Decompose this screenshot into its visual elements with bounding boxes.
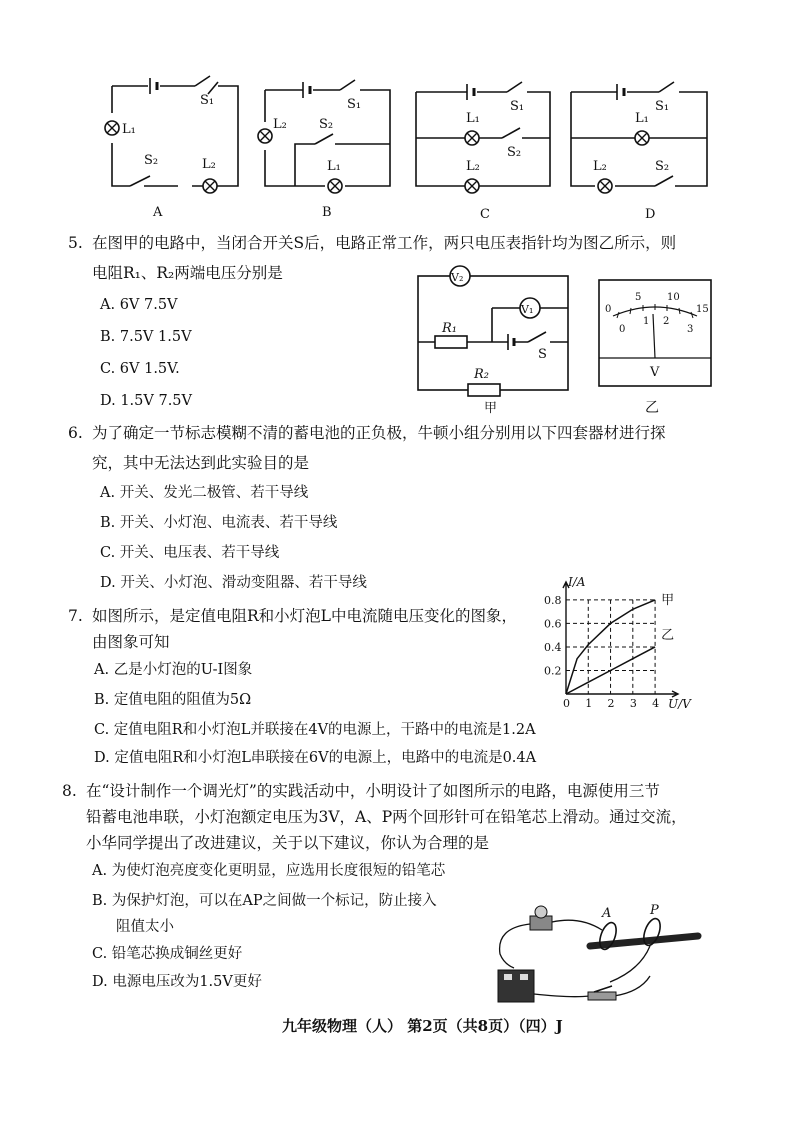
dial-top-tick-5: 5 — [635, 292, 642, 303]
resistor-r1-label: R₁ — [442, 321, 457, 336]
question-6-option-b: B. 开关、小灯泡、电流表、若干导线 — [100, 515, 338, 531]
clip-p-label: P — [650, 903, 659, 918]
question-7-option-d: D. 定值电阻R和小灯泡L串联接在6V的电源上，电路中的电流是0.4A — [94, 750, 537, 766]
dial-top-tick-10: 10 — [667, 292, 680, 303]
question-8-option-c: C. 铅笔芯换成铜丝更好 — [92, 946, 243, 962]
question-6-number: 6. — [68, 424, 83, 442]
series-label-jia: 甲 — [661, 592, 675, 608]
figure-yi-caption: 乙 — [645, 400, 659, 416]
lamp-l1-label: L₁ — [466, 111, 480, 126]
switch-s1-label: S₁ — [200, 93, 215, 108]
dial-bottom-tick-3: 3 — [687, 324, 694, 335]
switch-s-label: S — [538, 347, 547, 362]
question-7-line2: 由图象可知 — [92, 633, 170, 651]
clip-a-label: A — [602, 906, 612, 921]
lamp-l2-label: L₂ — [273, 117, 287, 132]
figure-jia-caption: 甲 — [484, 401, 498, 416]
question-8-option-d: D. 电源电压改为1.5V更好 — [92, 974, 262, 990]
resistor-r2-label: R₂ — [474, 367, 489, 382]
x-tick-label: 3 — [629, 697, 637, 710]
voltmeter-v1-label: V₁ — [521, 303, 534, 316]
switch-s2-label: S₂ — [507, 145, 522, 160]
switch-s2-label: S₂ — [655, 159, 670, 174]
lamp-l1-label: L₁ — [327, 159, 341, 174]
question-8-option-b-cont: 阻值太小 — [116, 919, 174, 935]
dial-top-tick-15: 15 — [696, 304, 709, 315]
dimmer-circuit-figure — [490, 903, 700, 1014]
x-tick-label: 4 — [652, 697, 660, 710]
circuit-diagram-c — [412, 74, 562, 224]
x-tick-label: 2 — [607, 697, 615, 710]
y-tick-label: 0.2 — [544, 664, 562, 678]
circuit-diagram-b — [255, 72, 405, 222]
question-5-number: 5. — [68, 234, 83, 252]
question-8-option-b: B. 为保护灯泡，可以在AP之间做一个标记，防止接入 — [92, 893, 437, 909]
question-6-option-a: A. 开关、发光二极管、若干导线 — [100, 485, 309, 501]
switch-s1-label: S₁ — [510, 99, 525, 114]
dial-bottom-tick-1: 1 — [643, 316, 650, 327]
x-axis-label: U/V — [668, 697, 691, 711]
y-tick-label: 0.4 — [544, 640, 562, 654]
lamp-l2-label: L₂ — [593, 159, 607, 174]
question-6-option-c: C. 开关、电压表、若干导线 — [100, 545, 280, 561]
dial-unit-label: V — [650, 365, 660, 380]
question-7-line1: 如图所示，是定值电阻R和小灯泡L中电流随电压变化的图象， — [92, 607, 517, 625]
circuit-a-label: A — [153, 205, 163, 220]
question-8-number: 8. — [62, 782, 77, 800]
current-voltage-chart — [542, 575, 692, 718]
circuit-diagram-a — [100, 68, 250, 218]
dial-bottom-tick-0: 0 — [619, 324, 626, 335]
series-label-yi: 乙 — [661, 627, 675, 643]
question-5-option-c: C. 6V 1.5V. — [100, 361, 180, 377]
x-tick-label: 0 — [563, 697, 570, 710]
question-7-option-c: C. 定值电阻R和小灯泡L并联接在4V的电源上，干路中的电流是1.2A — [94, 722, 536, 738]
question-5-option-d: D. 1.5V 7.5V — [100, 393, 192, 409]
lamp-l1-label: L₁ — [122, 122, 136, 137]
question-5-line2: 电阻R₁、R₂两端电压分别是 — [92, 264, 283, 282]
question-6-line1: 为了确定一节标志模糊不清的蓄电池的正负极，牛顿小组分别用以下四套器材进行探 — [92, 424, 666, 442]
y-axis — [563, 582, 569, 694]
page-footer: 九年级物理（人） 第2页（共8页）（四）J — [282, 1017, 563, 1035]
question-5-line1: 在图甲的电路中，当闭合开关S后，电路正常工作，两只电压表指针均为图乙所示，则 — [92, 234, 677, 252]
circuit-d-label: D — [645, 207, 656, 222]
switch-s2-label: S₂ — [319, 117, 334, 132]
question-8-line2: 铅蓄电池串联，小灯泡额定电压为3V，A、P两个回形针可在铅笔芯上滑动。通过交流， — [86, 808, 687, 826]
switch-s1-label: S₁ — [347, 97, 362, 112]
circuit-c-label: C — [480, 207, 490, 222]
y-axis-label: I/A — [568, 575, 586, 589]
voltmeter-v2-label: V₂ — [451, 271, 464, 284]
question-6-line2: 究，其中无法达到此实验目的是 — [92, 454, 310, 472]
x-axis — [566, 691, 678, 697]
y-tick-label: 0.6 — [544, 617, 562, 631]
y-tick-label: 0.8 — [544, 593, 562, 607]
dial-top-tick-0: 0 — [605, 304, 612, 315]
question-7-option-a: A. 乙是小灯泡的U-I图象 — [94, 662, 253, 678]
question-6-option-d: D. 开关、小灯泡、滑动变阻器、若干导线 — [100, 575, 367, 591]
question-5-option-a: A. 6V 7.5V — [100, 297, 178, 313]
circuit-diagram-d — [567, 74, 717, 224]
lamp-l1-label: L₁ — [635, 111, 649, 126]
circuit-figure-jia — [410, 266, 580, 416]
question-8-option-a: A. 为使灯泡亮度变化更明显，应选用长度很短的铅笔芯 — [92, 863, 446, 879]
circuit-b-label: B — [322, 205, 332, 220]
lamp-l2-label: L₂ — [466, 159, 480, 174]
lamp-l2-label: L₂ — [202, 157, 216, 172]
x-tick-label: 1 — [585, 697, 593, 710]
question-7-option-b: B. 定值电阻的阻值为5Ω — [94, 692, 252, 708]
voltmeter-dial-figure-yi — [597, 278, 717, 418]
question-8-line3: 小华同学提出了改进建议，关于以下建议，你认为合理的是 — [86, 834, 490, 852]
switch-s1-label: S₁ — [655, 99, 670, 114]
question-8-line1: 在“设计制作一个调光灯”的实践活动中，小明设计了如图所示的电路，电源使用三节 — [86, 782, 660, 800]
switch-s2-label: S₂ — [144, 153, 159, 168]
question-7-number: 7. — [68, 607, 83, 625]
dial-bottom-tick-2: 2 — [663, 316, 670, 327]
question-5-option-b: B. 7.5V 1.5V — [100, 329, 192, 345]
